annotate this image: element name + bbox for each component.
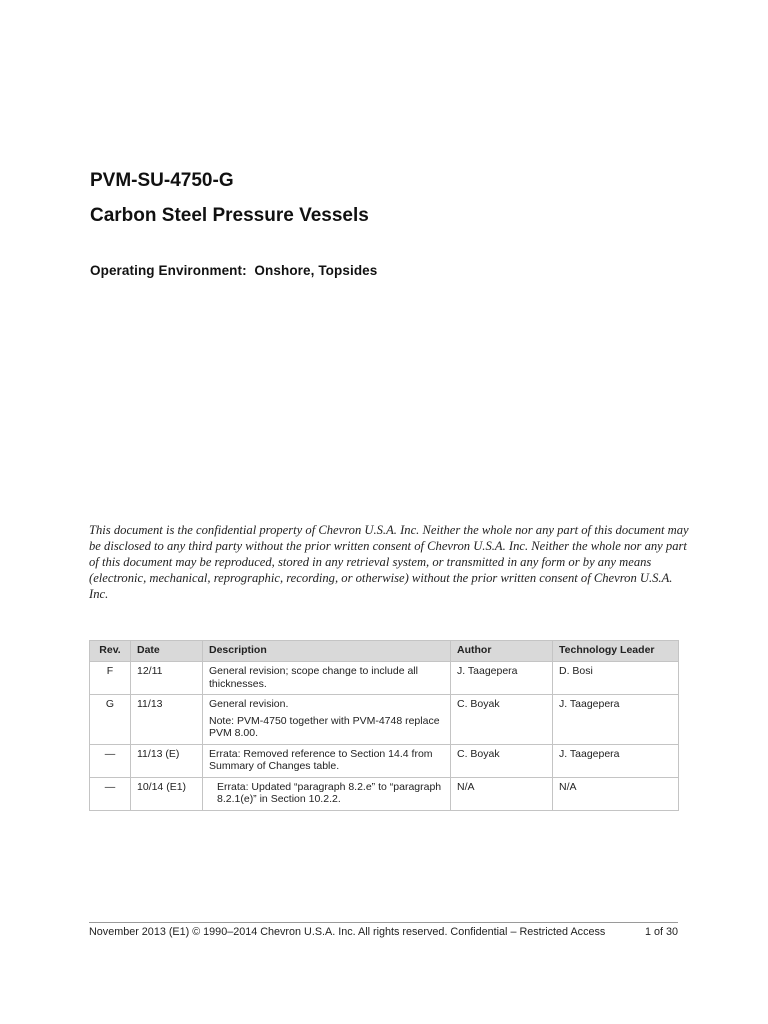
description-note: Note: PVM-4750 together with PVM-4748 replace PVM 8.00.	[209, 714, 440, 739]
leader-cell: N/A	[553, 777, 679, 810]
revision-table	[89, 640, 679, 811]
page-footer	[89, 922, 678, 938]
operating-environment	[90, 263, 377, 278]
rev-cell: —	[90, 744, 131, 777]
column-header-technology-leader: Technology Leader	[553, 641, 679, 662]
table-header-row	[90, 641, 679, 662]
leader-cell: J. Taagepera	[553, 695, 679, 745]
rev-cell: F	[90, 662, 131, 695]
environment-value: Onshore, Topsides	[254, 263, 378, 278]
table-row	[90, 662, 679, 695]
description-cell: Errata: Removed reference to Section 14.4 from Summary of Changes table.	[203, 744, 451, 777]
date-cell: 11/13 (E)	[131, 744, 203, 777]
description-cell	[203, 777, 451, 810]
date-cell: 12/11	[131, 662, 203, 695]
environment-label: Operating Environment:	[90, 263, 247, 278]
author-cell: N/A	[451, 777, 553, 810]
description-text: Errata: Updated “paragraph 8.2.e” to “paragraph 8.2.1(e)” in Section 10.2.2.	[217, 780, 442, 805]
description-text: General revision.	[209, 698, 289, 710]
document-id: PVM-SU-4750-G	[90, 170, 234, 191]
leader-cell: J. Taagepera	[553, 744, 679, 777]
author-cell: C. Boyak	[451, 744, 553, 777]
table-row	[90, 744, 679, 777]
document-title: Carbon Steel Pressure Vessels	[90, 205, 369, 226]
date-cell: 11/13	[131, 695, 203, 745]
page-number: 1 of 30	[644, 926, 678, 938]
leader-cell: D. Bosi	[553, 662, 679, 695]
description-cell: General revision; scope change to include all thicknesses.	[203, 662, 451, 695]
table-row	[90, 695, 679, 745]
date-cell: 10/14 (E1)	[131, 777, 203, 810]
column-header-rev: Rev.	[90, 641, 131, 662]
column-header-date: Date	[131, 641, 203, 662]
rev-cell: —	[90, 777, 131, 810]
column-header-description: Description	[203, 641, 451, 662]
confidentiality-notice: This document is the confidential property of Chevron U.S.A. Inc. Neither the whole nor any part of this document may be disclosed to any third party without the prior written consent of Chevron U.S.A. Inc. Neither the whole nor any part of this document may be reproduced, stored in any retrieval system, or transmitted in any form or by any means (electronic, mechanical, reprographic, recording, or otherwise) without the prior written consent of Chevron U.S.A. Inc.	[89, 523, 689, 601]
footer-copyright: November 2013 (E1) © 1990–2014 Chevron U.S.A. Inc. All rights reserved. Confidential – Restricted Access	[89, 926, 606, 938]
description-cell	[203, 695, 451, 745]
column-header-author: Author	[451, 641, 553, 662]
rev-cell: G	[90, 695, 131, 745]
table-row	[90, 777, 679, 810]
author-cell: J. Taagepera	[451, 662, 553, 695]
author-cell: C. Boyak	[451, 695, 553, 745]
